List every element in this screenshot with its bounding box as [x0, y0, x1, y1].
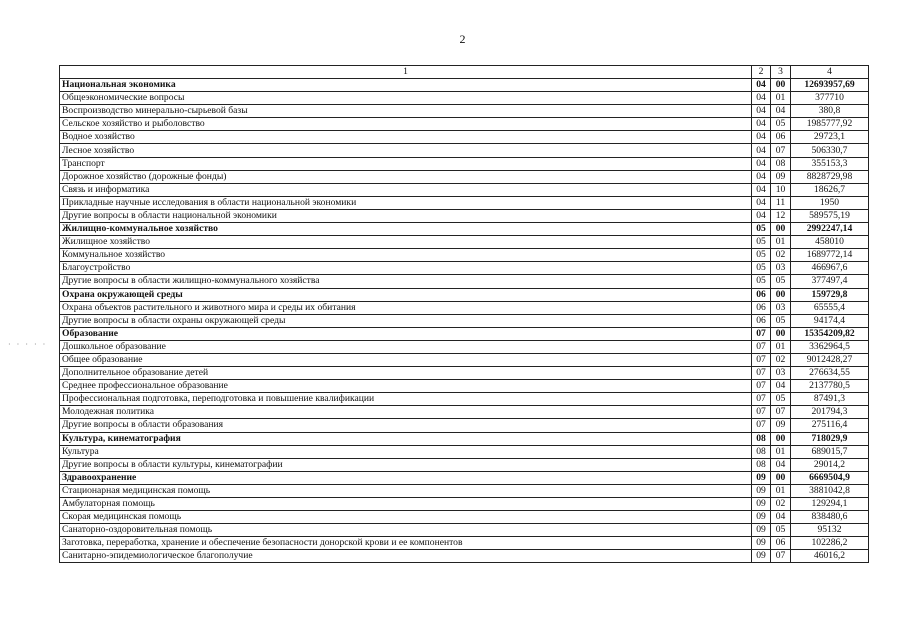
row-subsection-code-cell: 11	[771, 196, 791, 209]
row-name-cell: Охрана объектов растительного и животного мира и среды их обитания	[60, 301, 752, 314]
row-amount-cell: 29723,1	[791, 131, 869, 144]
table-row	[60, 406, 869, 419]
table-row	[60, 458, 869, 471]
row-amount-cell: 9012428,27	[791, 353, 869, 366]
row-subsection-code-cell: 01	[771, 484, 791, 497]
table-row	[60, 262, 869, 275]
row-subsection-code-cell: 00	[771, 223, 791, 236]
row-name-cell: Другие вопросы в области жилищно-коммунального хозяйства	[60, 275, 752, 288]
page-number: 2	[459, 32, 466, 46]
row-section-code-cell: 09	[752, 471, 771, 484]
row-subsection-code-cell: 01	[771, 92, 791, 105]
row-name-cell: Стационарная медицинская помощь	[60, 484, 752, 497]
row-amount-cell: 65555,4	[791, 301, 869, 314]
section-row	[60, 432, 869, 445]
row-subsection-code-cell: 04	[771, 511, 791, 524]
row-name-cell: Образование	[60, 327, 752, 340]
scan-marks: · · · · ·	[8, 340, 48, 349]
row-amount-cell: 1689772,14	[791, 249, 869, 262]
row-name-cell: Другие вопросы в области национальной экономики	[60, 209, 752, 222]
row-amount-cell: 3881042,8	[791, 484, 869, 497]
row-section-code-cell: 04	[752, 170, 771, 183]
column-header-section: 2	[752, 66, 771, 79]
row-subsection-code-cell: 02	[771, 498, 791, 511]
row-subsection-code-cell: 03	[771, 301, 791, 314]
row-section-code-cell: 06	[752, 314, 771, 327]
section-row	[60, 471, 869, 484]
row-amount-cell: 15354209,82	[791, 327, 869, 340]
row-amount-cell: 1985777,92	[791, 118, 869, 131]
row-amount-cell: 689015,7	[791, 445, 869, 458]
row-section-code-cell: 07	[752, 367, 771, 380]
row-name-cell: Воспроизводство минерально-сырьевой базы	[60, 105, 752, 118]
table-row	[60, 236, 869, 249]
row-name-cell: Национальная экономика	[60, 79, 752, 92]
row-name-cell: Культура	[60, 445, 752, 458]
row-section-code-cell: 05	[752, 236, 771, 249]
row-amount-cell: 102286,2	[791, 537, 869, 550]
table-row	[60, 170, 869, 183]
row-section-code-cell: 05	[752, 275, 771, 288]
row-subsection-code-cell: 00	[771, 471, 791, 484]
row-name-cell: Здравоохранение	[60, 471, 752, 484]
row-subsection-code-cell: 10	[771, 183, 791, 196]
table-row	[60, 511, 869, 524]
row-amount-cell: 466967,6	[791, 262, 869, 275]
table-header-row	[60, 66, 869, 79]
table-row	[60, 498, 869, 511]
row-amount-cell: 2137780,5	[791, 380, 869, 393]
row-amount-cell: 29014,2	[791, 458, 869, 471]
row-section-code-cell: 09	[752, 484, 771, 497]
row-amount-cell: 377710	[791, 92, 869, 105]
row-section-code-cell: 04	[752, 118, 771, 131]
row-section-code-cell: 05	[752, 262, 771, 275]
table-row	[60, 550, 869, 563]
row-subsection-code-cell: 00	[771, 327, 791, 340]
row-name-cell: Прикладные научные исследования в области национальной экономики	[60, 196, 752, 209]
row-subsection-code-cell: 01	[771, 340, 791, 353]
row-subsection-code-cell: 07	[771, 144, 791, 157]
row-section-code-cell: 06	[752, 301, 771, 314]
row-subsection-code-cell: 00	[771, 79, 791, 92]
row-name-cell: Среднее профессиональное образование	[60, 380, 752, 393]
table-row	[60, 537, 869, 550]
row-section-code-cell: 04	[752, 131, 771, 144]
section-row	[60, 327, 869, 340]
row-subsection-code-cell: 01	[771, 236, 791, 249]
row-subsection-code-cell: 09	[771, 419, 791, 432]
row-section-code-cell: 08	[752, 445, 771, 458]
row-name-cell: Другие вопросы в области культуры, кинематографии	[60, 458, 752, 471]
row-subsection-code-cell: 05	[771, 393, 791, 406]
row-name-cell: Санитарно-эпидемиологическое благополучие	[60, 550, 752, 563]
row-subsection-code-cell: 04	[771, 458, 791, 471]
budget-table-body	[60, 66, 869, 563]
row-amount-cell: 506330,7	[791, 144, 869, 157]
row-subsection-code-cell: 04	[771, 380, 791, 393]
row-subsection-code-cell: 03	[771, 262, 791, 275]
section-row	[60, 79, 869, 92]
row-section-code-cell: 04	[752, 183, 771, 196]
row-subsection-code-cell: 02	[771, 249, 791, 262]
row-subsection-code-cell: 03	[771, 367, 791, 380]
row-name-cell: Культура, кинематография	[60, 432, 752, 445]
table-row	[60, 105, 869, 118]
row-section-code-cell: 04	[752, 144, 771, 157]
row-section-code-cell: 04	[752, 209, 771, 222]
section-row	[60, 223, 869, 236]
row-name-cell: Санаторно-оздоровительная помощь	[60, 524, 752, 537]
column-header-name: 1	[60, 66, 752, 79]
row-amount-cell: 275116,4	[791, 419, 869, 432]
row-name-cell: Дошкольное образование	[60, 340, 752, 353]
row-amount-cell: 355153,3	[791, 157, 869, 170]
row-section-code-cell: 07	[752, 380, 771, 393]
row-subsection-code-cell: 05	[771, 524, 791, 537]
row-name-cell: Амбулаторная помощь	[60, 498, 752, 511]
table-row	[60, 340, 869, 353]
row-section-code-cell: 04	[752, 92, 771, 105]
row-subsection-code-cell: 06	[771, 537, 791, 550]
table-row	[60, 484, 869, 497]
section-row	[60, 288, 869, 301]
row-name-cell: Дополнительное образование детей	[60, 367, 752, 380]
row-subsection-code-cell: 07	[771, 550, 791, 563]
row-subsection-code-cell: 07	[771, 406, 791, 419]
row-section-code-cell: 04	[752, 105, 771, 118]
row-amount-cell: 94174,4	[791, 314, 869, 327]
table-row	[60, 524, 869, 537]
row-subsection-code-cell: 02	[771, 353, 791, 366]
row-name-cell: Коммунальное хозяйство	[60, 249, 752, 262]
row-section-code-cell: 04	[752, 157, 771, 170]
table-row	[60, 367, 869, 380]
row-name-cell: Молодежная политика	[60, 406, 752, 419]
row-section-code-cell: 05	[752, 249, 771, 262]
table-row	[60, 445, 869, 458]
row-name-cell: Транспорт	[60, 157, 752, 170]
row-amount-cell: 18626,7	[791, 183, 869, 196]
row-amount-cell: 6669504,9	[791, 471, 869, 484]
row-amount-cell: 276634,55	[791, 367, 869, 380]
row-amount-cell: 8828729,98	[791, 170, 869, 183]
row-amount-cell: 3362964,5	[791, 340, 869, 353]
row-subsection-code-cell: 00	[771, 288, 791, 301]
row-name-cell: Жилищное хозяйство	[60, 236, 752, 249]
row-subsection-code-cell: 00	[771, 432, 791, 445]
row-section-code-cell: 07	[752, 393, 771, 406]
table-row	[60, 301, 869, 314]
table-row	[60, 118, 869, 131]
row-name-cell: Общеэкономические вопросы	[60, 92, 752, 105]
row-section-code-cell: 07	[752, 327, 771, 340]
row-section-code-cell: 05	[752, 223, 771, 236]
row-subsection-code-cell: 06	[771, 131, 791, 144]
row-section-code-cell: 09	[752, 537, 771, 550]
table-row	[60, 419, 869, 432]
row-name-cell: Общее образование	[60, 353, 752, 366]
row-subsection-code-cell: 05	[771, 314, 791, 327]
table-row	[60, 196, 869, 209]
row-section-code-cell: 04	[752, 196, 771, 209]
row-amount-cell: 458010	[791, 236, 869, 249]
table-row	[60, 92, 869, 105]
table-row	[60, 144, 869, 157]
table-row	[60, 275, 869, 288]
row-section-code-cell: 04	[752, 79, 771, 92]
row-name-cell: Другие вопросы в области образования	[60, 419, 752, 432]
row-amount-cell: 95132	[791, 524, 869, 537]
table-row	[60, 157, 869, 170]
row-section-code-cell: 09	[752, 498, 771, 511]
row-name-cell: Дорожное хозяйство (дорожные фонды)	[60, 170, 752, 183]
row-name-cell: Заготовка, переработка, хранение и обеспечение безопасности донорской крови и ее компонентов	[60, 537, 752, 550]
row-name-cell: Лесное хозяйство	[60, 144, 752, 157]
row-amount-cell: 129294,1	[791, 498, 869, 511]
row-amount-cell: 2992247,14	[791, 223, 869, 236]
row-name-cell: Охрана окружающей среды	[60, 288, 752, 301]
row-amount-cell: 718029,9	[791, 432, 869, 445]
table-row	[60, 209, 869, 222]
row-amount-cell: 159729,8	[791, 288, 869, 301]
row-subsection-code-cell: 04	[771, 105, 791, 118]
row-amount-cell: 87491,3	[791, 393, 869, 406]
row-name-cell: Водное хозяйство	[60, 131, 752, 144]
row-subsection-code-cell: 01	[771, 445, 791, 458]
row-name-cell: Связь и информатика	[60, 183, 752, 196]
row-amount-cell: 589575,19	[791, 209, 869, 222]
row-section-code-cell: 07	[752, 353, 771, 366]
column-header-subsection: 3	[771, 66, 791, 79]
row-amount-cell: 838480,6	[791, 511, 869, 524]
row-subsection-code-cell: 08	[771, 157, 791, 170]
row-subsection-code-cell: 12	[771, 209, 791, 222]
row-section-code-cell: 09	[752, 550, 771, 563]
row-amount-cell: 12693957,69	[791, 79, 869, 92]
row-name-cell: Благоустройство	[60, 262, 752, 275]
row-section-code-cell: 07	[752, 406, 771, 419]
row-amount-cell: 377497,4	[791, 275, 869, 288]
row-subsection-code-cell: 05	[771, 118, 791, 131]
row-subsection-code-cell: 09	[771, 170, 791, 183]
row-section-code-cell: 07	[752, 419, 771, 432]
row-amount-cell: 1950	[791, 196, 869, 209]
row-section-code-cell: 07	[752, 340, 771, 353]
table-row	[60, 393, 869, 406]
table-row	[60, 131, 869, 144]
table-row	[60, 353, 869, 366]
row-name-cell: Другие вопросы в области охраны окружающей среды	[60, 314, 752, 327]
row-name-cell: Профессиональная подготовка, переподготовка и повышение квалификации	[60, 393, 752, 406]
row-section-code-cell: 08	[752, 458, 771, 471]
row-section-code-cell: 09	[752, 511, 771, 524]
row-name-cell: Сельское хозяйство и рыболовство	[60, 118, 752, 131]
row-subsection-code-cell: 05	[771, 275, 791, 288]
table-row	[60, 314, 869, 327]
row-amount-cell: 201794,3	[791, 406, 869, 419]
row-section-code-cell: 09	[752, 524, 771, 537]
table-row	[60, 249, 869, 262]
table-row	[60, 380, 869, 393]
row-section-code-cell: 06	[752, 288, 771, 301]
table-row	[60, 183, 869, 196]
row-amount-cell: 46016,2	[791, 550, 869, 563]
row-amount-cell: 380,8	[791, 105, 869, 118]
budget-table	[59, 65, 869, 563]
row-name-cell: Скорая медицинская помощь	[60, 511, 752, 524]
row-section-code-cell: 08	[752, 432, 771, 445]
row-name-cell: Жилищно-коммунальное хозяйство	[60, 223, 752, 236]
column-header-amount: 4	[791, 66, 869, 79]
